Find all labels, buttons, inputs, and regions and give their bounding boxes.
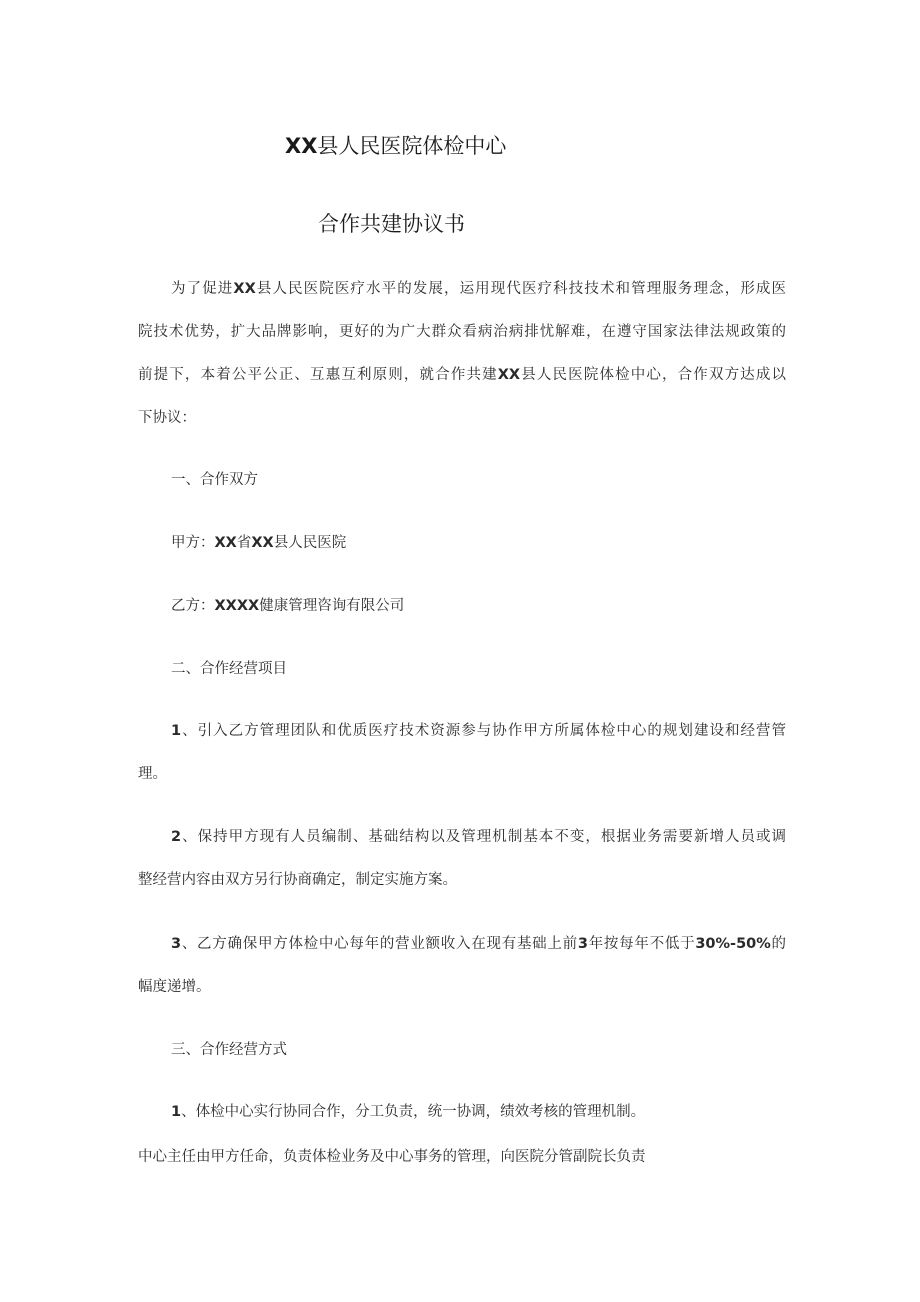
section-2-heading: 二、合作经营项目: [171, 661, 287, 677]
section-3-item-1: 1、体检中心实行协同合作，分工负责，统一协调，绩效考核的管理机制。: [171, 1104, 646, 1120]
document-page: XX县人民医院体检中心 合作共建协议书 为了促进XX县人民医院医疗水平的发展，运用现代医疗科技技术和管理服务理念，形成医 院技术优势，扩大品牌影响，更好的为广大群众看病治病排忧解难，在遵守国家法律法规政策的 前提下，本着公平公正、互惠互利原则，就合作共建XX县人民医院体检中心，合作双方达成以 下协议： 一、合作双方 甲方：XX省XX县人民医院 乙方：XXXX健康管理咨询有限公司 二、合作经营项目 1、引入乙方管理团队和优质医疗技术资源参与协作甲方所属体检中心的规划建设和经营管 理。 2、保持甲方现有人员编制、基础结构以及管理机制基本不变，根据业务需要新增人员或调 整经营内容由双方另行协商确定，制定实施方案。 3、乙方确保甲方体检中心每年的营业额收入在现有基础上前3年按每年不低于30%-50%的 幅度递增。 三、合作经营方式 1、体检中心实行协同合作，分工负责，统一协调，绩效考核的管理机制。 中心主任由甲方任命，负责体检业务及中心事务的管理，向医院分管副院长负责: [0, 0, 920, 1302]
section-3-heading: 三、合作经营方式: [171, 1042, 287, 1058]
party-a: 甲方：XX省XX县人民医院: [171, 535, 347, 551]
section-1-heading: 一、合作双方: [171, 472, 258, 488]
title-line-2: 合作共建协议书: [318, 212, 465, 236]
title-line-1: XX县人民医院体检中心: [285, 134, 507, 158]
section-3-line-2: 中心主任由甲方任命，负责体检业务及中心事务的管理，向医院分管副院长负责: [138, 1149, 646, 1165]
party-b: 乙方：XXXX健康管理咨询有限公司: [171, 598, 405, 614]
